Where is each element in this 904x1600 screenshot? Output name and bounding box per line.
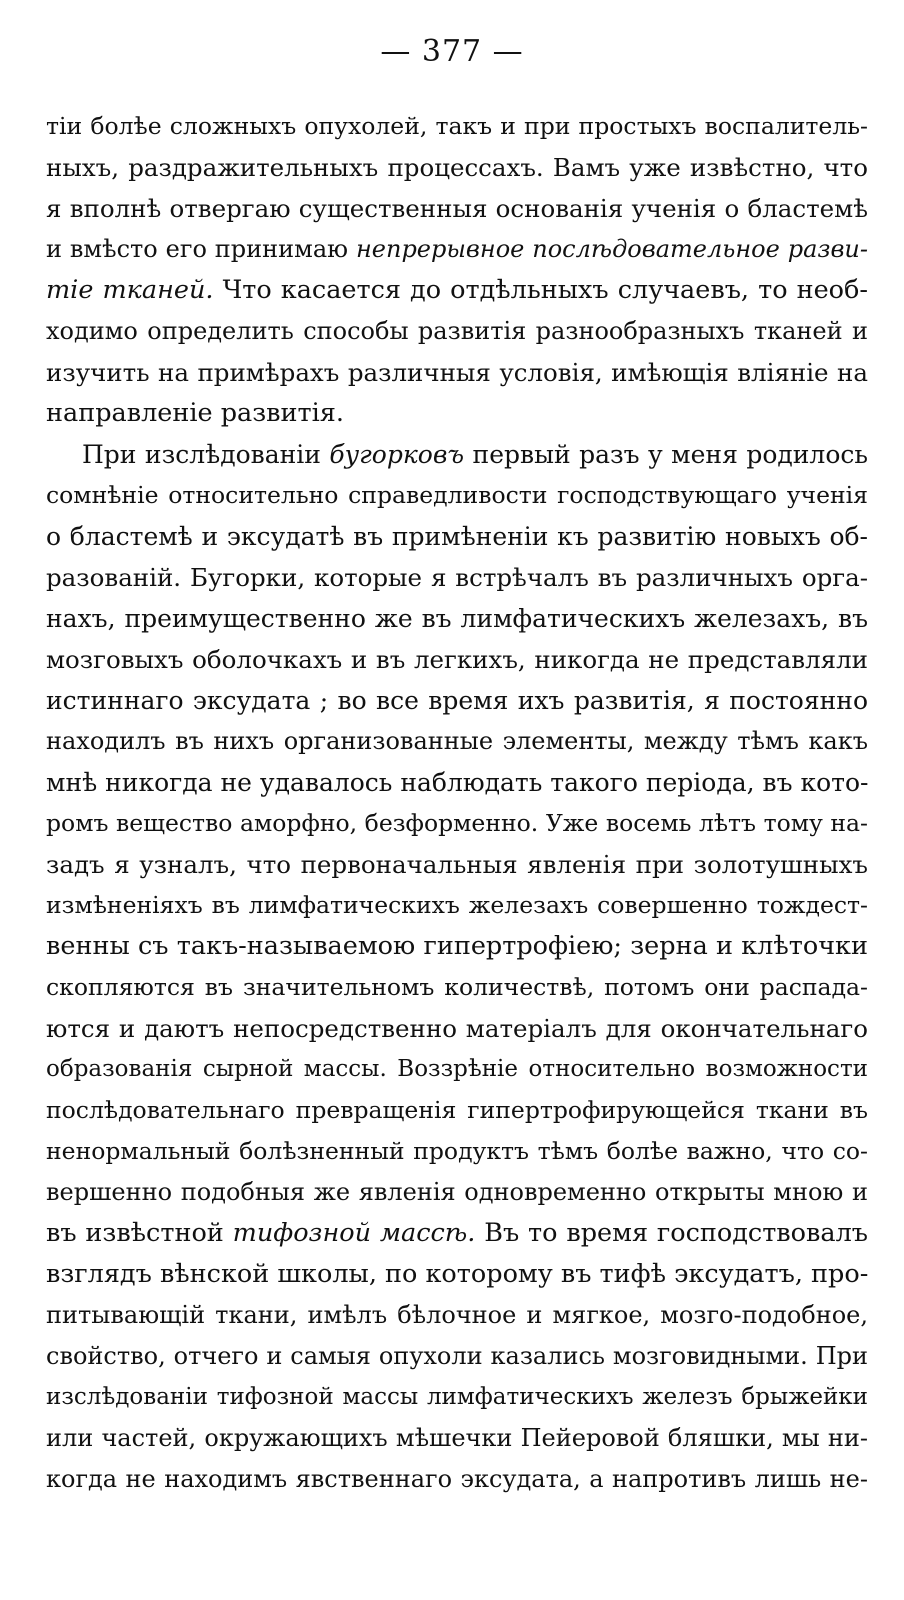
- text-line: измѣненіяхъ въ лимфатическихъ железахъ совершенно тождест-: [46, 891, 868, 919]
- text-line: ются и даютъ непосредственно матеріалъ для окончательнаго: [46, 1014, 868, 1043]
- text-line: ненормальный болѣзненный продуктъ тѣмъ болѣе важно, что со-: [46, 1137, 868, 1165]
- text-line: въ извѣстной тифозной массѣ. Въ то время господствовалъ: [46, 1218, 868, 1248]
- text-line: когда не находимъ явственнаго эксудата, а напротивъ лишь не-: [46, 1465, 868, 1493]
- text-line: о бластемѣ и эксудатѣ въ примѣненіи къ развитію новыхъ об-: [46, 522, 868, 551]
- italic-phrase: тіе тканей.: [46, 275, 214, 305]
- text-line: ходимо определить способы развитія разнообразныхъ тканей и: [46, 317, 868, 345]
- text-line: ромъ вещество аморфно, безформенно. Уже восемь лѣтъ тому на-: [46, 809, 868, 837]
- text-line: я вполнѣ отвергаю существенныя основанія ученія о бластемѣ: [46, 194, 868, 223]
- italic-phrase: непрерывное послѣдовательное разви-: [355, 235, 868, 263]
- text-line: разованій. Бугорки, которые я встрѣчалъ въ различныхъ орга-: [46, 563, 868, 592]
- text-line: сомнѣніе относительно справедливости господствующаго ученія: [46, 481, 868, 509]
- text-line: венны съ такъ-называемою гипертрофіею; зерна и клѣточки: [46, 931, 868, 961]
- text-line: тіе тканей. Что касается до отдѣльныхъ случаевъ, то необ-: [46, 275, 869, 305]
- page-number: — 377 —: [380, 34, 524, 69]
- text-line: и вмѣсто его принимаю непрерывное послѣдовательное разви-: [46, 235, 868, 263]
- text-line: образованія сырной массы. Воззрѣніе относительно возможности: [46, 1056, 868, 1082]
- text-line: или частей, окружающихъ мѣшечки Пейеровой бляшки, мы ни-: [46, 1424, 868, 1452]
- text-line: При изслѣдованіи бугорковъ первый разъ у меня родилось: [82, 440, 868, 469]
- text-line: скопляются въ значительномъ количествѣ, потомъ они распада-: [46, 973, 868, 1001]
- text-line: направленіе развитія.: [46, 398, 344, 428]
- text-line: ныхъ, раздражительныхъ процессахъ. Вамъ уже извѣстно, что: [46, 153, 868, 182]
- text-line: питывающій ткани, имѣлъ бѣлочное и мягкое, мозго-подобное,: [46, 1301, 868, 1329]
- text-line: свойство, отчего и самыя опухоли казались мозговидными. При: [46, 1342, 868, 1370]
- text-line: вершенно подобныя же явленія одновременно открыты мною и: [46, 1178, 868, 1206]
- italic-word: бугорковъ: [329, 440, 465, 469]
- text-line: взглядъ вѣнской школы, по которому въ тифѣ эксудатъ, про-: [46, 1259, 869, 1289]
- text-line: тіи болѣе сложныхъ опухолей, такъ и при простыхъ воспалитель-: [46, 112, 868, 140]
- text-line: нахъ, преимущественно же въ лимфатическихъ железахъ, въ: [46, 604, 868, 633]
- text-line: находилъ въ нихъ организованные элементы, между тѣмъ какъ: [46, 727, 868, 755]
- italic-phrase: тифозной массѣ.: [232, 1218, 476, 1248]
- text-line: изслѣдованіи тифозной массы лимфатическихъ железъ брыжейки: [46, 1384, 868, 1410]
- text-line: изучить на примѣрахъ различныя условія, имѣющія вліяніе на: [46, 358, 868, 387]
- text-line: мнѣ никогда не удавалось наблюдать такого періода, въ кото-: [46, 768, 869, 797]
- text-line: истиннаго эксудата ; во все время ихъ развитія, я постоянно: [46, 686, 868, 715]
- text-line: послѣдовательнаго превращенія гипертрофирующейся ткани въ: [46, 1096, 868, 1124]
- text-line: задъ я узналъ, что первоначальныя явленія при золотушныхъ: [46, 850, 868, 879]
- text-line: мозговыхъ оболочкахъ и въ легкихъ, никогда не представляли: [46, 645, 868, 674]
